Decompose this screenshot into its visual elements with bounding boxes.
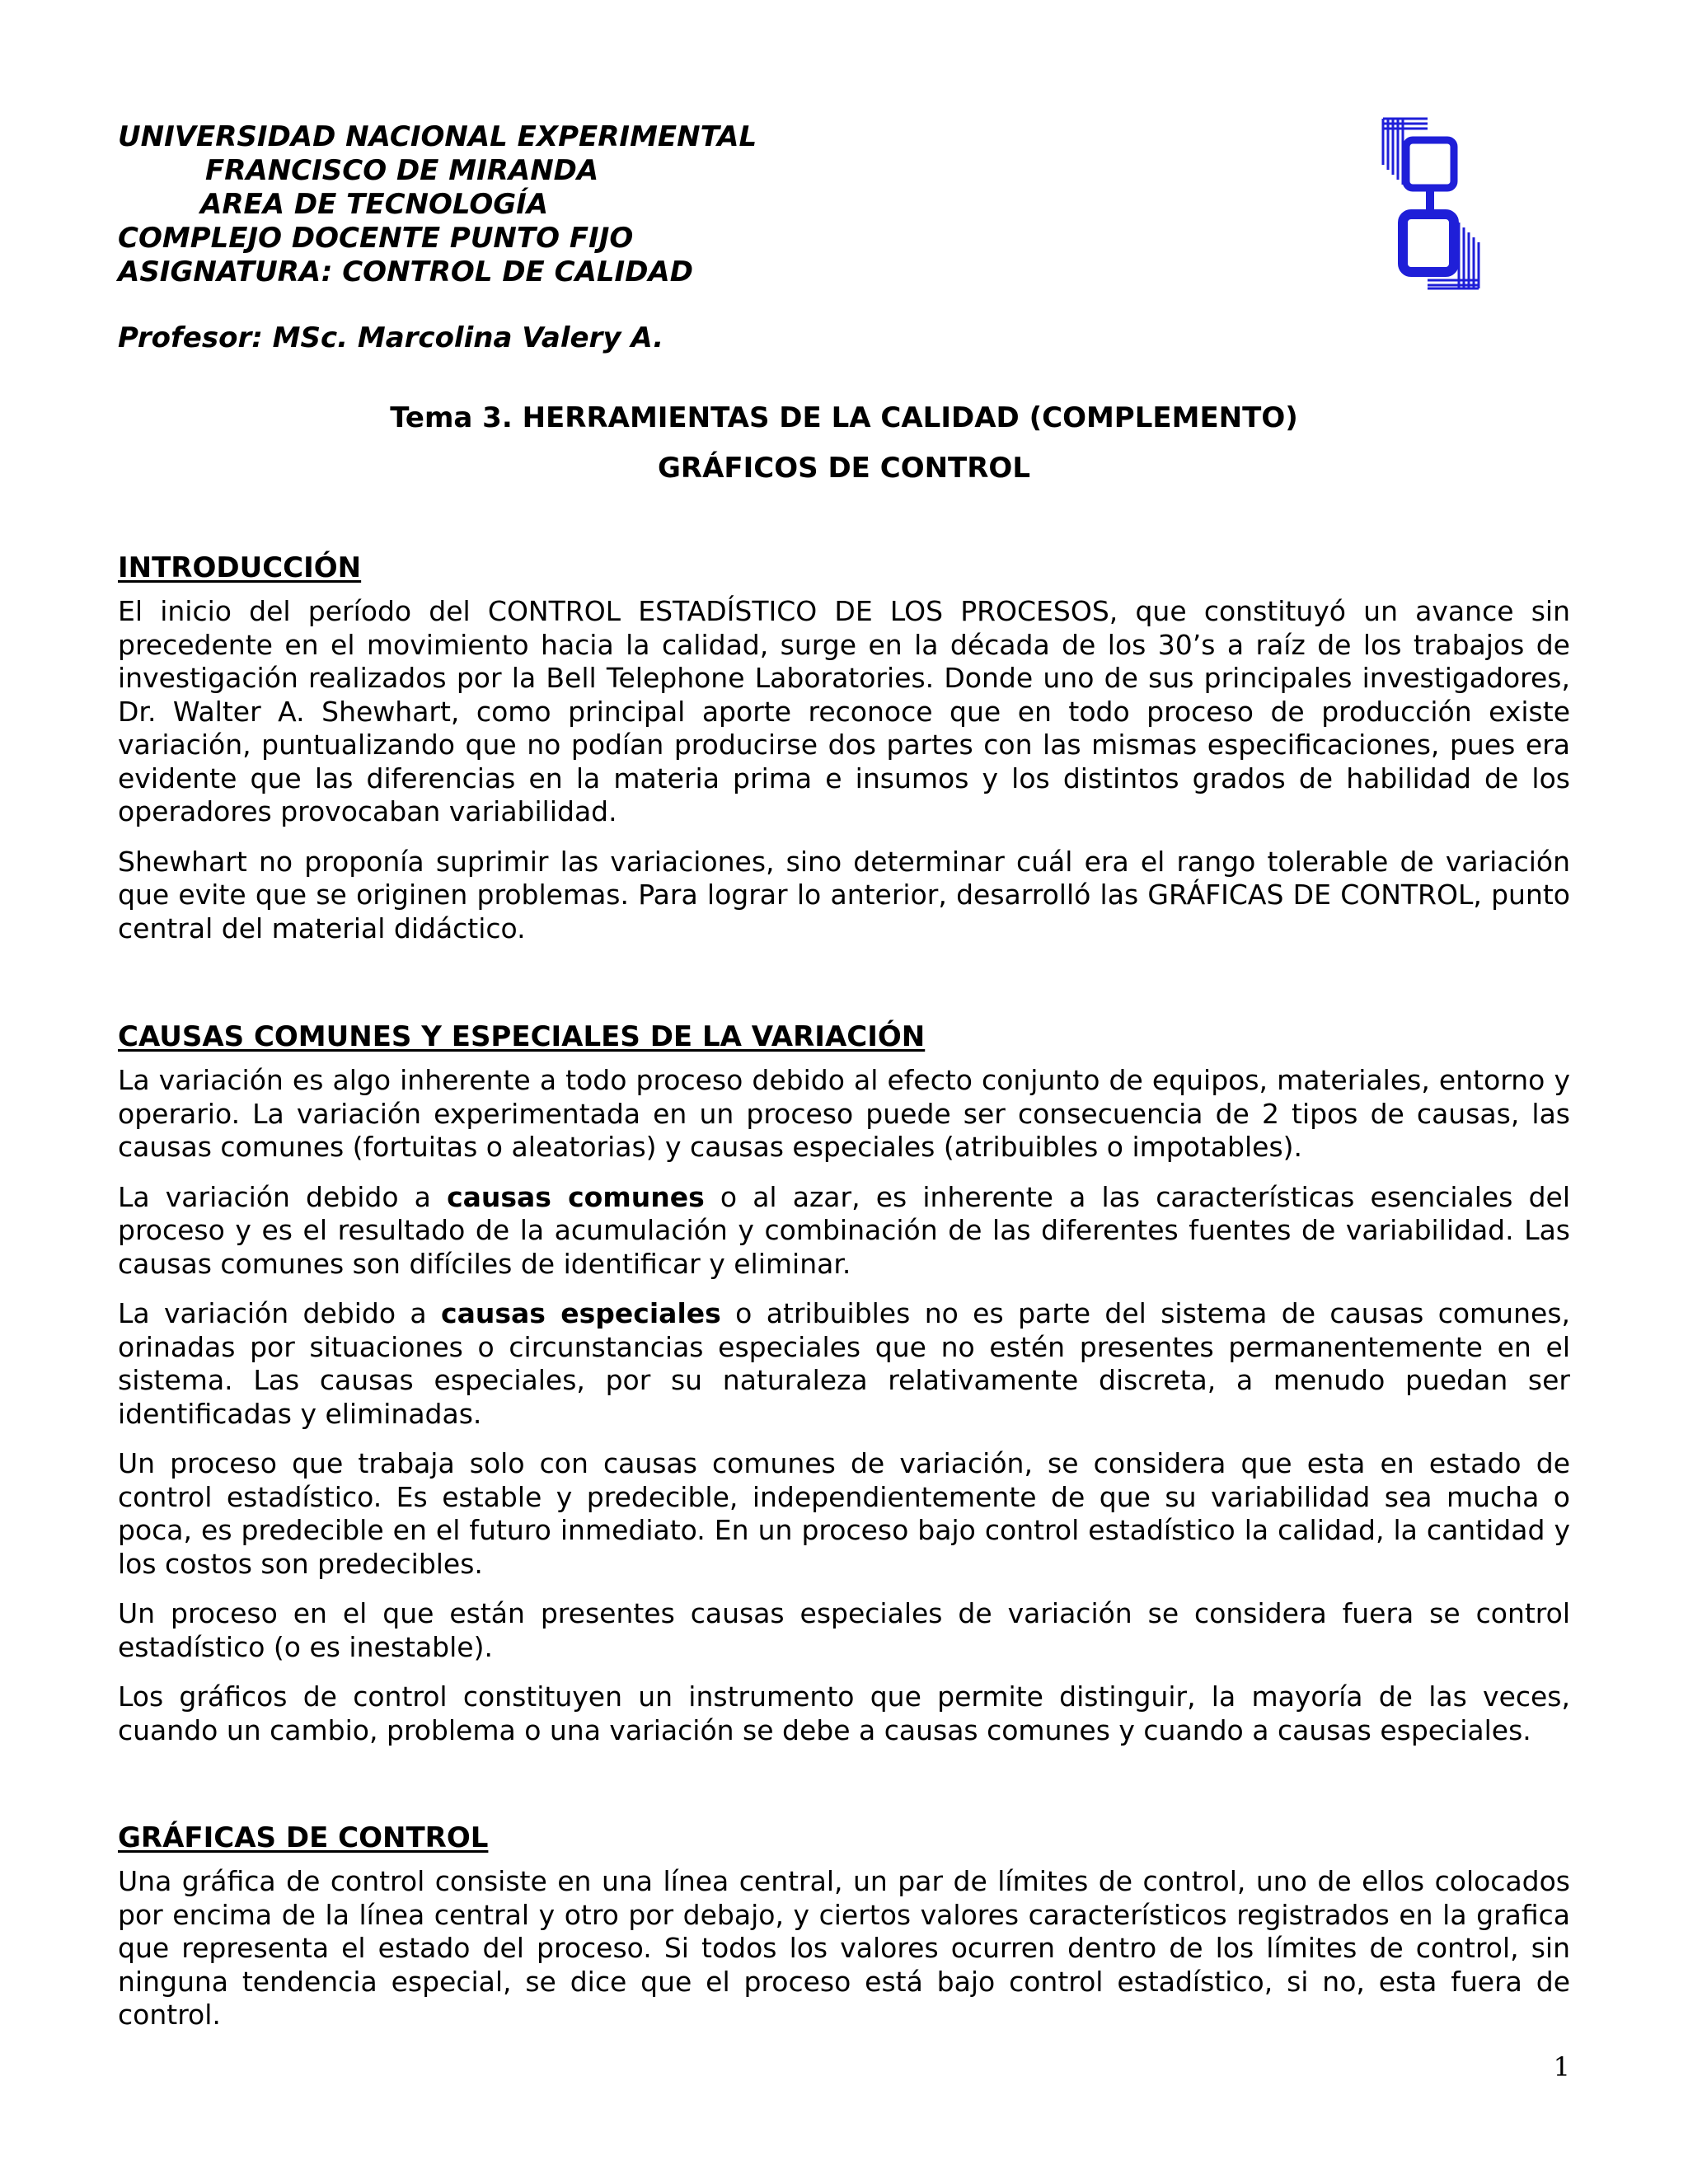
intro-paragraph-2: Shewhart no proponía suprimir las variaciones, sino determinar cuál era el rango tolerable de variación que evite que se originen problemas. Para lograr lo anterior, desarrolló las GRÁFICAS DE CONTROL, punto central del material didáctico. — [118, 845, 1570, 944]
topic-subtitle: GRÁFICOS DE CONTROL — [658, 452, 1030, 485]
university-logo-icon — [1378, 115, 1484, 292]
control-charts-paragraph-1: Una gráfica de control consiste en una línea central, un par de límites de control, uno de ellos colocados por encima de la línea central y otro por debajo, y ciertos valores característicos registrados en la grafica que representa el estado del proceso. Si todos los valores ocurren dentro de los límites de control, sin ninguna tendencia especial, se dice que el proceso está bajo control estadístico, si no, esta fuera de control. — [118, 1865, 1570, 2031]
header-line-area: AREA DE TECNOLOGÍA — [200, 188, 549, 221]
causes-p3-text-after: o atribuibles no es parte del sistema de causas comunes, orinadas por situaciones o circunstancias especiales que no estén presentes permanentemente en el sistema. Las causas especiales, por su naturaleza relativamente discreta, a menudo puedan ser identificadas y eliminadas. — [118, 1297, 1570, 1430]
control-charts-section — [118, 1821, 1570, 2049]
causes-paragraph-1: La variación es algo inherente a todo proceso debido al efecto conjunto de equipos, materiales, entorno y operario. La variación experimentada en un proceso puede ser consecuencia de 2 tipos de causas, las causas comunes (fortuitas o aleatorias) y causas especiales (atribuibles o impotables). — [118, 1064, 1570, 1163]
topic-title: Tema 3. HERRAMIENTAS DE LA CALIDAD (COMPLEMENTO) — [390, 401, 1298, 434]
causes-paragraph-2 — [118, 1181, 1570, 1282]
header-line-subject: ASIGNATURA: CONTROL DE CALIDAD — [118, 255, 693, 288]
intro-section — [118, 551, 1570, 962]
causes-heading: CAUSAS COMUNES Y ESPECIALES DE LA VARIACIÓN — [118, 1020, 926, 1053]
causes-p2-text-before: La variación debido a — [118, 1180, 448, 1213]
causes-p3-text-before: La variación debido a — [118, 1297, 442, 1329]
causes-p2-bold-term: causas comunes — [447, 1180, 705, 1213]
control-charts-heading: GRÁFICAS DE CONTROL — [118, 1821, 489, 1854]
institution-header — [118, 120, 757, 289]
header-line-complex: COMPLEJO DOCENTE PUNTO FIJO — [118, 222, 634, 255]
causes-paragraph-5: Un proceso en el que están presentes causas especiales de variación se considera fuera se control estadístico (o es inestable). — [118, 1597, 1570, 1663]
causes-p3-bold-term: causas especiales — [441, 1297, 721, 1329]
header-line-name: FRANCISCO DE MIRANDA — [205, 154, 599, 187]
causes-paragraph-4: Un proceso que trabaja solo con causas comunes de variación, se considera que esta en estado de control estadístico. Es estable y predecible, independientemente de que su variabilidad sea mucha o poca, es predecible en el futuro inmediato. En un proceso bajo control estadístico la calidad, la cantidad y los costos son predecibles. — [118, 1447, 1570, 1580]
causes-section — [118, 1020, 1570, 1764]
page-number: 1 — [1553, 2051, 1570, 2083]
intro-heading: INTRODUCCIÓN — [118, 551, 362, 584]
header-line-university: UNIVERSIDAD NACIONAL EXPERIMENTAL — [118, 120, 757, 153]
causes-paragraph-3 — [118, 1297, 1570, 1431]
professor-line: Profesor: MSc. Marcolina Valery A. — [118, 321, 664, 354]
causes-p2-text-after: o al azar, es inherente a las características esenciales del proceso y es el resultado de la acumulación y combinación de las diferentes fuentes de variabilidad. Las causas comunes son difíciles de identificar y eliminar. — [118, 1180, 1570, 1280]
intro-paragraph-1: El inicio del período del CONTROL ESTADÍSTICO DE LOS PROCESOS, que constituyó un avance sin precedente en el movimiento hacia la calidad, surge en la década de los 30’s a raíz de los trabajos de investigación realizados por la Bell Telephone Laboratories. Donde uno de sus principales investigadores, Dr. Walter A. Shewhart, como principal aporte reconoce que en todo proceso de producción existe variación, puntualizando que no podían producirse dos partes con las mismas especificaciones, pues era evidente que las diferencias en la materia prima e insumos y los distintos grados de habilidad de los operadores provocaban variabilidad. — [118, 595, 1570, 827]
causes-paragraph-6: Los gráficos de control constituyen un instrumento que permite distinguir, la mayoría de las veces, cuando un cambio, problema o una variación se debe a causas comunes y cuando a causas especiales. — [118, 1680, 1570, 1746]
